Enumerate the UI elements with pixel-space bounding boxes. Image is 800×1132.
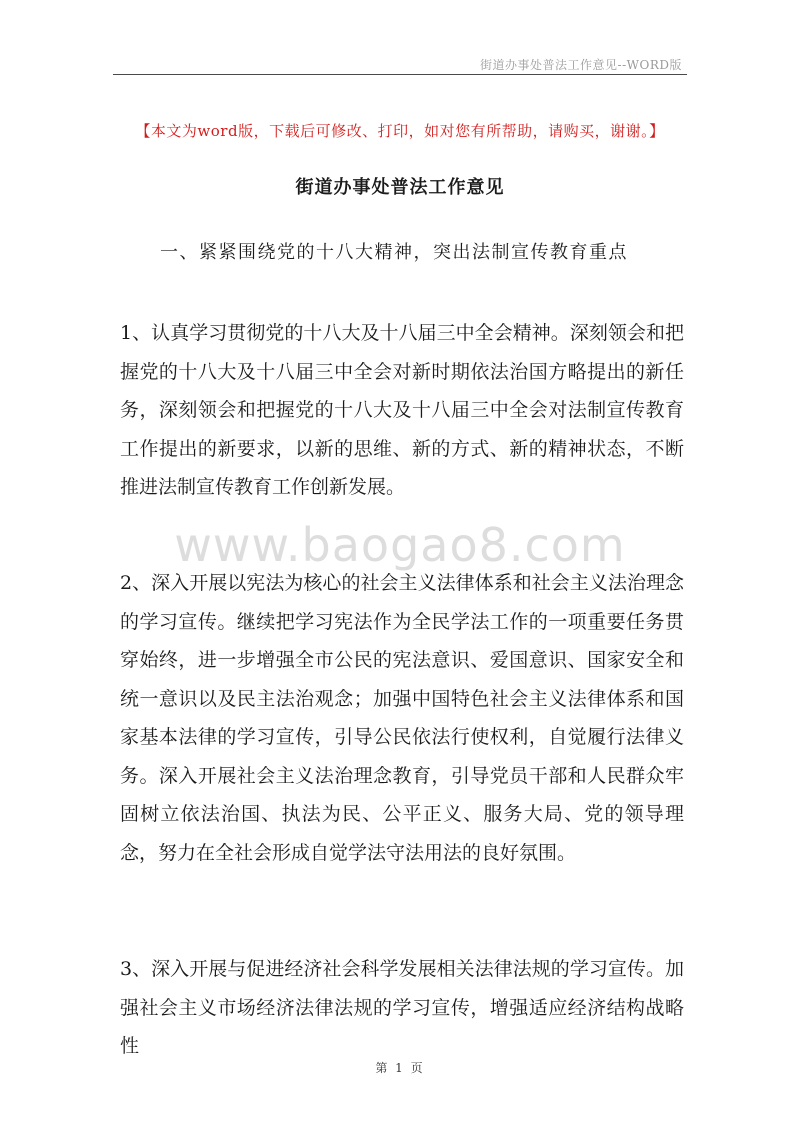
paragraph-3: 3、深入开展与促进经济社会科学发展相关法律法规的学习宣传。加强社会主义市场经济法律法规的学习宣传，增强适应经济结构战略性 [120, 958, 684, 1057]
paragraph-2: 2、深入开展以宪法为核心的社会主义法律体系和社会主义法治理念的学习宣传。继续把学习宪法作为全民学法工作的一项重要任务贯穿始终，进一步增强全市公民的宪法意识、爱国意识、国家安全和统一意识以及民主法治观念；加强中国特色社会主义法律体系和国家基本法律的学习宣传，引导公民依法行使权利，自觉履行法律义务。深入开展社会主义法治理念教育，引导党员干部和人民群众牢固树立依法治国、执法为民、公平正义、服务大局、党的领导理念，努力在全社会形成自觉学法守法用法的良好氛围。 [120, 572, 684, 864]
header-divider [113, 74, 687, 75]
purchase-notice: 【本文为word版，下载后可修改、打印，如对您有所帮助，请购买，谢谢。】 [135, 122, 665, 140]
running-header: 街道办事处普法工作意见--WORD版 [480, 58, 682, 72]
page-number: 第 1 页 [375, 1061, 425, 1075]
paragraph-1: 1、认真学习贯彻党的十八大及十八届三中全会精神。深刻领会和把握党的十八大及十八届三中全会对新时期依法治国方略提出的新任务，深刻领会和把握党的十八大及十八届三中全会对法制宣传教育工作提出的新要求，以新的思维、新的方式、新的精神状态，不断推进法制宣传教育工作创新发展。 [120, 322, 684, 498]
watermark-text: www.baogao8.com [174, 518, 626, 572]
section-heading: 一、紧紧围绕党的十八大精神，突出法制宣传教育重点 [160, 242, 628, 263]
document-title: 街道办事处普法工作意见 [295, 177, 505, 198]
